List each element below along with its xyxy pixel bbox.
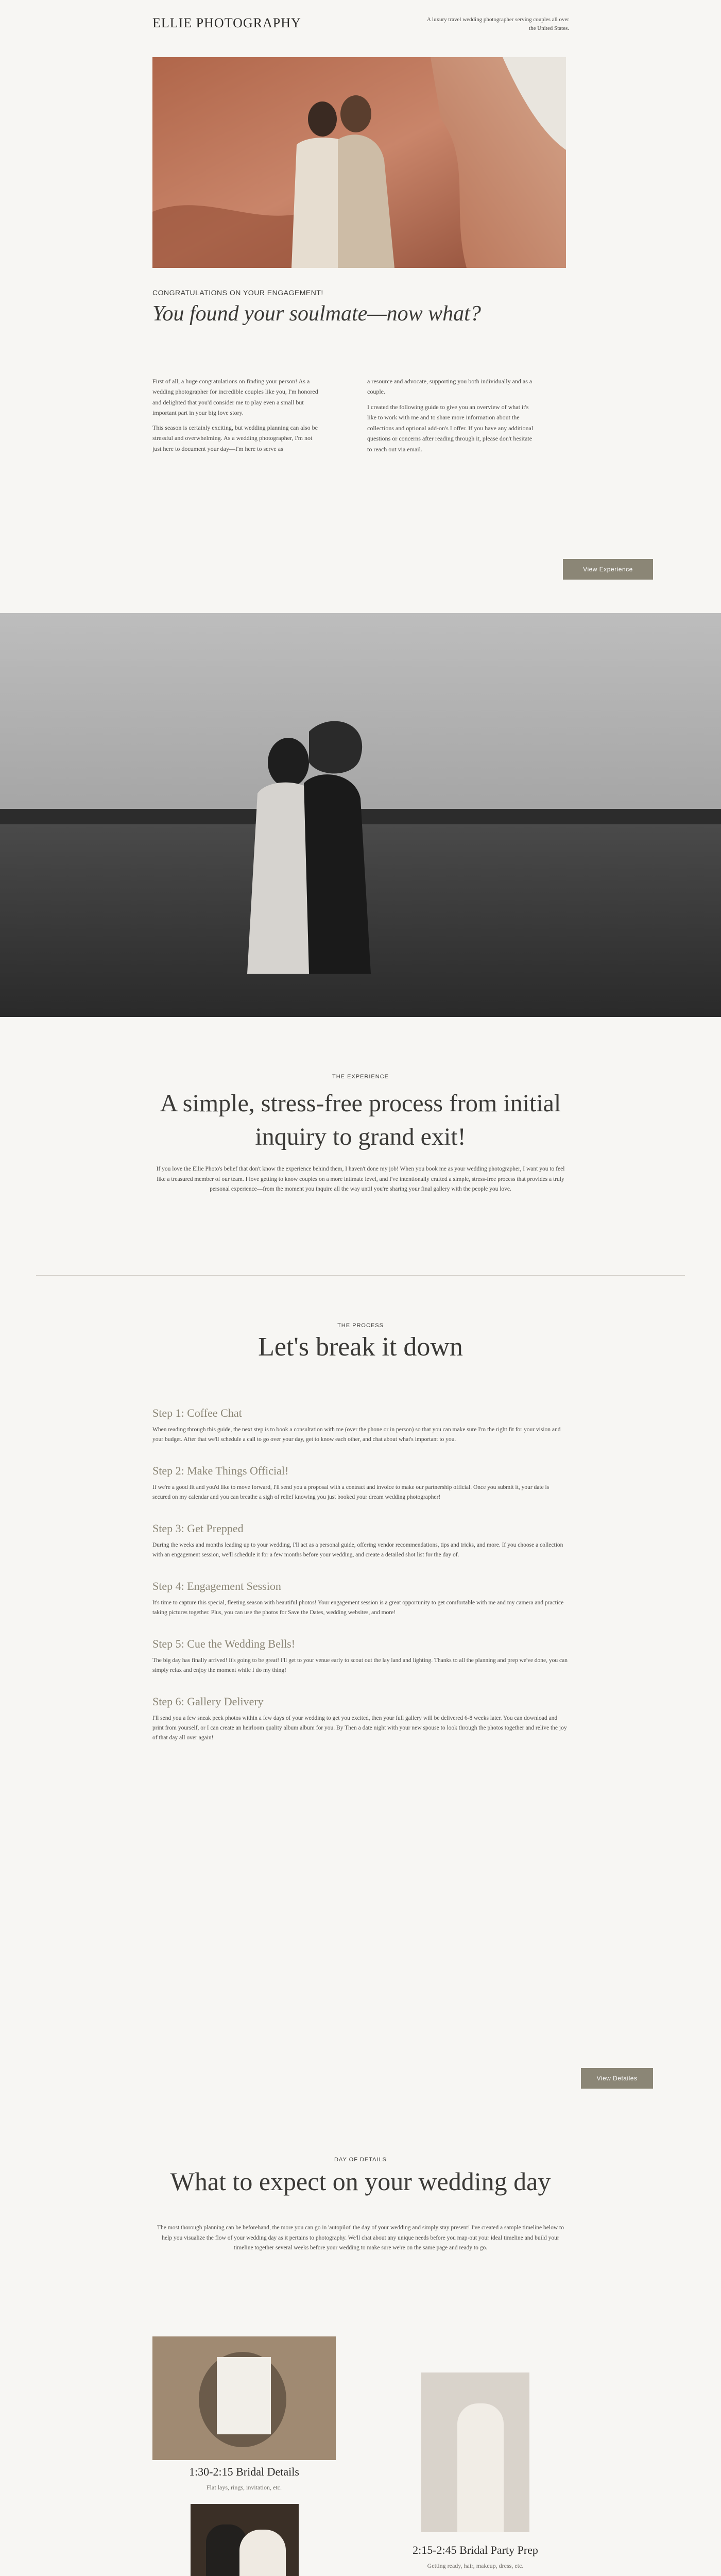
step-title: Step 4: Engagement Session (152, 1580, 281, 1592)
process-title: Let's break it down (258, 1332, 463, 1362)
process-step (152, 1580, 569, 1637)
experience-title: A simple, stress-free process from initial inquiry to grand exit! (160, 1090, 561, 1150)
timeline-title: 1:30-2:15 Bridal Details (189, 2465, 299, 2478)
hero-couple-photo (152, 57, 566, 268)
view-experience-button[interactable]: View Experience (563, 559, 653, 580)
intro-col1-p1: First of all, a huge congratulations on finding your person! As a wedding photographer for incredible couples like you, I'm honored and delighted that you'd consider me to play even a small but important part in your big love story. (152, 378, 318, 417)
header-tagline: A luxury travel wedding photographer serving couples all over the United States. (426, 16, 569, 31)
view-details-button[interactable]: View Detailes (581, 2068, 653, 2089)
step-body: I'll send you a few sneak peek photos within a few days of your wedding to get you excited, then your full gallery will be delivered 6-8 weeks later. You can download and print from yourself, or I can create an heirloom quality album album for you. By Then a date night with your new spouse to look through the photos together and relive the joy of that day all over again! (152, 1715, 567, 1741)
dayof-kicker: DAY OF DETAILS (334, 2157, 387, 2163)
step-title: Step 2: Make Things Official! (152, 1464, 289, 1477)
experience-kicker: THE EXPERIENCE (332, 1074, 389, 1080)
intro-col2-p1: a resource and advocate, supporting you both individually and as a couple. (367, 378, 533, 396)
experience-body: If you love the Ellie Photo's belief that don't know the experience behind them, I haven't done my job! When you book me as your wedding photographer, I want you to feel like a treasured member of our team. I love getting to know couples on a more intimate level, and I've intentionally crafted a simple, stress-free process that provides a truly personal experience—from the moment you inquire all the way until you're sharing your final gallery with the people you love. (156, 1166, 565, 1193)
dayof-body: The most thorough planning can be beforehand, the more you can go in 'autopilot' the day of your wedding and simply stay present! I've created a sample timeline below to help you visualize the flow of your wedding day as it pertains to photography. We'll chat about any unique needs before you map-out your ideal timeline and build your timeline together several weeks before your wedding to make sure we're on the same page and ready to go. (157, 2225, 564, 2251)
step-body: If we're a good fit and you'd like to move forward, I'll send you a proposal with a contract and invoice to make our partnership official. Once you submit it, your date is secured on my calendar and you can breathe a sigh of relief knowing you just booked your dream wedding photographer! (152, 1484, 550, 1500)
section-divider (36, 1275, 685, 1276)
timeline-photo (152, 2336, 336, 2460)
timeline-sub: Flat lays, rings, invitation, etc. (207, 2483, 282, 2491)
timeline-title: 2:15-2:45 Bridal Party Prep (413, 2544, 538, 2556)
process-step (152, 1406, 569, 1464)
timeline-photo (421, 2372, 529, 2532)
dayof-title: What to expect on your wedding day (170, 2167, 551, 2196)
process-step (152, 1522, 569, 1580)
step-body: It's time to capture this special, fleeting season with beautiful photos! Your engagement session is a great opportunity to get comfortable with me and my camera and practice taking pictures together. Plus, you can use the photos for Save the Dates, wedding websites, and more! (152, 1600, 564, 1616)
timeline-item (152, 2464, 336, 2492)
timeline-photo (191, 2504, 299, 2576)
kiss-field-photo (0, 613, 721, 1017)
step-body: The big day has finally arrived! It's going to be great! I'll get to your venue early to scout out the lay land and lighting. Thanks to all the planning and prep we've done, you can simply relax and enjoy the moment while I do my thing! (152, 1657, 568, 1673)
intro-kicker: CONGRATULATIONS ON YOUR ENGAGEMENT! (152, 289, 323, 297)
process-step (152, 1637, 569, 1695)
step-body: During the weeks and months leading up to your wedding, I'll act as a personal guide, offering vendor recommendations, tips and tricks, and more. If you choose a collection with an engagement session, we'll schedule it for a few months before your wedding, and create a detailed shot list for the day of. (152, 1542, 563, 1558)
intro-col1-p2: This season is certainly exciting, but wedding planning can also be stressful and overwhelming. As a wedding photographer, I'm not just here to document your day—I'm here to serve as (152, 424, 318, 452)
timeline-item (383, 2543, 568, 2570)
process-step (152, 1695, 569, 1753)
step-title: Step 1: Coffee Chat (152, 1406, 242, 1419)
step-body: When reading through this guide, the next step is to book a consultation with me (over the phone or in person) so that you can make sure I'm the right fit for your vision and your budget. After that we'll schedule a call to go over your day, get to know each other, and chat about what's important to you. (152, 1427, 561, 1443)
timeline-sub: Getting ready, hair, makeup, dress, etc. (427, 2562, 524, 2569)
kiss-photo-icon (0, 613, 721, 1017)
couple-photo-icon (152, 57, 566, 268)
process-step (152, 1464, 569, 1522)
process-kicker: THE PROCESS (337, 1323, 384, 1329)
intro-col2-p2: I created the following guide to give you an overview of what it's like to work with me and to share more information about the collections and optional add-on's I offer. If you have any additional questions or concerns after reading through it, please don't hesitate to reach out via email. (367, 403, 534, 453)
process-steps (152, 1406, 569, 1753)
logo[interactable]: ELLIE PHOTOGRAPHY (152, 15, 301, 30)
step-title: Step 5: Cue the Wedding Bells! (152, 1637, 296, 1650)
step-title: Step 3: Get Prepped (152, 1522, 244, 1535)
intro-title: You found your soulmate—now what? (152, 302, 481, 326)
step-title: Step 6: Gallery Delivery (152, 1695, 264, 1708)
